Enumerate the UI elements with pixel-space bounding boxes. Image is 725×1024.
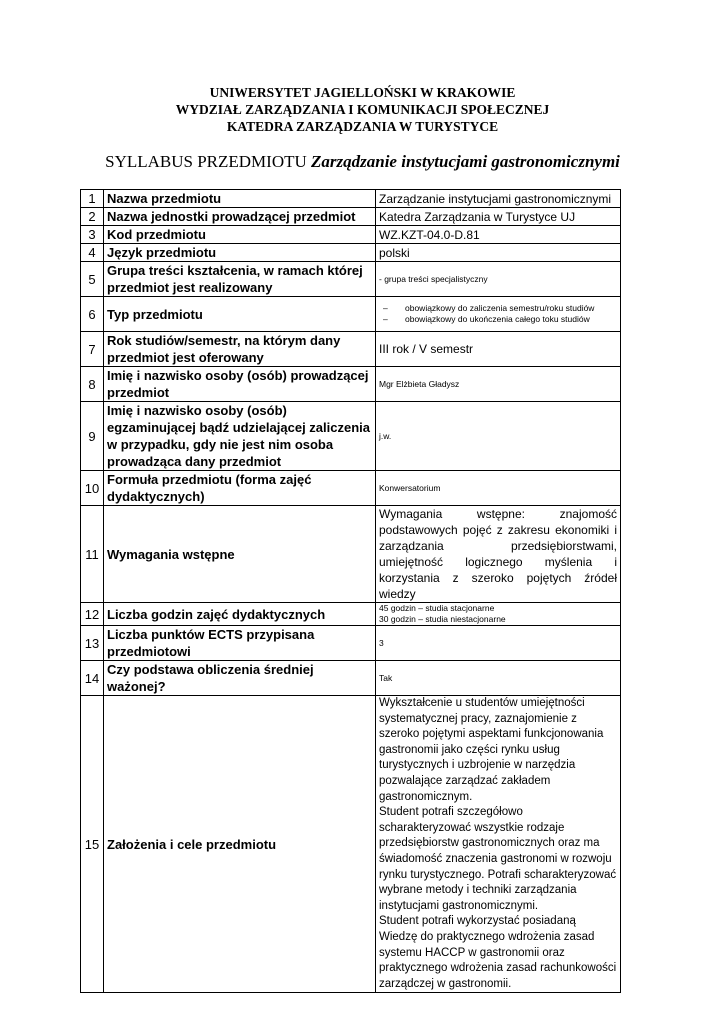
syllabus-table [80, 189, 621, 993]
row-label: Imię i nazwisko osoby (osób) egzaminującej bądź udzielającej zaliczenia w przypadku, gdy nie jest nim osoba prowadząca dany przedmiot [104, 402, 376, 471]
hours-part-time: 30 godzin – studia niestacjonarne [379, 614, 506, 624]
row-label: Czy podstawa obliczenia średniej ważonej? [104, 661, 376, 696]
table-row [81, 226, 621, 244]
row-value [376, 297, 621, 332]
row-label: Założenia i cele przedmiotu [104, 696, 376, 993]
row-number: 7 [81, 332, 104, 367]
row-value: polski [376, 244, 621, 262]
table-row [81, 297, 621, 332]
row-value: Katedra Zarządzania w Turystyce UJ [376, 208, 621, 226]
row-label: Język przedmiotu [104, 244, 376, 262]
document-header [0, 84, 725, 135]
row-label: Kod przedmiotu [104, 226, 376, 244]
table-row [81, 506, 621, 603]
row-value-bullet: – obowiązkowy do ukończenia całego toku studiów [379, 314, 617, 325]
row-number: 15 [81, 696, 104, 993]
table-row [81, 471, 621, 506]
table-row [81, 696, 621, 993]
row-label: Nazwa przedmiotu [104, 190, 376, 208]
table-row [81, 190, 621, 208]
row-label: Formuła przedmiotu (forma zajęć dydaktycznych) [104, 471, 376, 506]
row-value: Konwersatorium [376, 471, 621, 506]
row-number: 3 [81, 226, 104, 244]
row-value: WZ.KZT-04.0-D.81 [376, 226, 621, 244]
objective-paragraph: Student potrafi szczegółowo scharakteryzować wszystkie rodzaje przedsiębiorstw gastronomicznych oraz ma świadomość znaczenia gastronomi w rozwoju rynku turystycznego. Potrafi scharakteryzować wybrane metody i techniki zarządzania instytucjami gastronomicznymi. [379, 806, 617, 912]
row-number: 14 [81, 661, 104, 696]
row-number: 11 [81, 506, 104, 603]
row-value [376, 603, 621, 626]
table-row [81, 402, 621, 471]
table-row [81, 626, 621, 661]
department-name: KATEDRA ZARZĄDZANIA W TURYSTYCE [226, 119, 499, 134]
row-number: 9 [81, 402, 104, 471]
row-value: j.w. [376, 402, 621, 471]
row-number: 6 [81, 297, 104, 332]
table-row [81, 262, 621, 297]
hours-full-time: 45 godzin – studia stacjonarne [379, 603, 495, 613]
course-name-title: Zarządzanie instytucjami gastronomicznymi [311, 152, 620, 171]
row-value-bullet: – obowiązkowy do zaliczenia semestru/roku studiów [379, 303, 617, 314]
objective-paragraph: Student potrafi wykorzystać posiadaną Wiedzę do praktycznego wdrożenia zasad systemu HACCP w gastronomii oraz praktycznego wdrożenia zasad rachunkowości zarządczej w gastronomii. [379, 915, 617, 990]
table-row [81, 208, 621, 226]
row-number: 4 [81, 244, 104, 262]
row-value: - grupa treści specjalistyczny [376, 262, 621, 297]
row-number: 10 [81, 471, 104, 506]
syllabus-title [0, 152, 725, 172]
table-row [81, 244, 621, 262]
row-number: 2 [81, 208, 104, 226]
table-row [81, 367, 621, 402]
row-label: Grupa treści kształcenia, w ramach której przedmiot jest realizowany [104, 262, 376, 297]
row-label: Nazwa jednostki prowadzącej przedmiot [104, 208, 376, 226]
row-value: Tak [376, 661, 621, 696]
row-value [376, 696, 621, 993]
faculty-name: WYDZIAŁ ZARZĄDZANIA I KOMUNIKACJI SPOŁECZNEJ [175, 102, 550, 117]
table-row [81, 661, 621, 696]
row-value: Wymagania wstępne: znajomość podstawowych pojęć z zakresu ekonomiki i zarządzania przedsiębiorstwami, umiejętność logicznego myślenia i korzystania z szeroko pojętych źródeł wiedzy [376, 506, 621, 603]
row-number: 8 [81, 367, 104, 402]
table-row [81, 603, 621, 626]
row-number: 5 [81, 262, 104, 297]
table-row [81, 332, 621, 367]
objective-paragraph: Wykształcenie u studentów umiejętności systematycznej pracy, zaznajomienie z szeroko pojętymi aspektami funkcjonowania gastronomii jako części rynku usług turystycznych i uzbrojenie w narzędzia pozwalające zarządzać zakładem gastronomicznym. [379, 697, 604, 803]
row-value: Mgr Elżbieta Gładysz [376, 367, 621, 402]
row-label: Wymagania wstępne [104, 506, 376, 603]
row-label: Typ przedmiotu [104, 297, 376, 332]
row-label: Liczba godzin zajęć dydaktycznych [104, 603, 376, 626]
university-name: UNIWERSYTET JAGIELLOŃSKI W KRAKOWIE [209, 85, 516, 100]
row-value: III rok / V semestr [376, 332, 621, 367]
row-number: 13 [81, 626, 104, 661]
row-value: 3 [376, 626, 621, 661]
row-label: Imię i nazwisko osoby (osób) prowadzącej przedmiot [104, 367, 376, 402]
row-number: 12 [81, 603, 104, 626]
row-label: Liczba punktów ECTS przypisana przedmiotowi [104, 626, 376, 661]
row-number: 1 [81, 190, 104, 208]
row-label: Rok studiów/semestr, na którym dany przedmiot jest oferowany [104, 332, 376, 367]
row-value: Zarządzanie instytucjami gastronomicznymi [376, 190, 621, 208]
syllabus-title-prefix: SYLLABUS PRZEDMIOTU [105, 152, 307, 171]
